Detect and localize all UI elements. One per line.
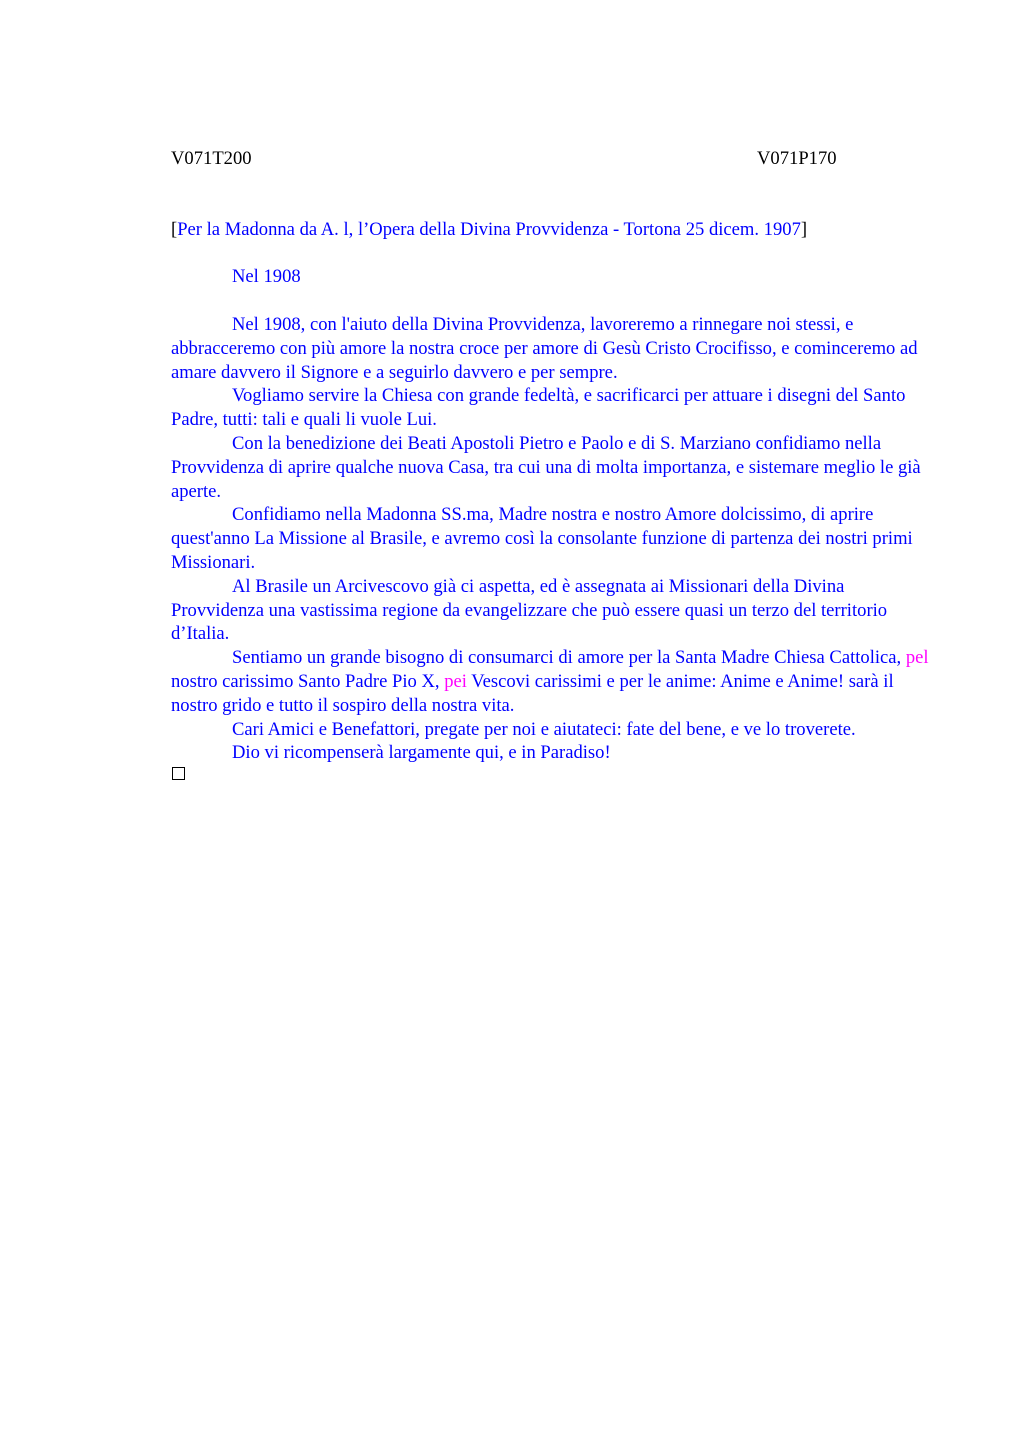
document-code-right: V071P170 — [757, 148, 837, 169]
paragraph-4: Confidiamo nella Madonna SS.ma, Madre nostra e nostro Amore dolcissimo, di aprire quest'anno La Missione al Brasile, e avremo così la consolante funzione di partenza dei nostri primi Missionari. — [171, 504, 913, 573]
paragraph-6 — [171, 646, 931, 717]
highlight-pei: pei — [444, 670, 467, 692]
closing-line-2: Dio vi ricompenserà largamente qui, e in Paradiso! — [232, 742, 611, 764]
paragraph-6-part-1: Sentiamo un grande bisogno di consumarci di amore per la Santa Madre Chiesa Cattolica, — [232, 647, 906, 669]
highlight-pel: pel — [905, 647, 929, 669]
paragraph-6-part-2: nostro carissimo Santo Padre Pio X, — [171, 670, 445, 692]
subheading: Nel 1908 — [232, 266, 301, 287]
end-box-icon — [172, 767, 185, 780]
paragraph-5: Al Brasile un Arcivescovo già ci aspetta, ed è assegnata ai Missionari della Divina Provvidenza una vastissima regione da evangelizzare che può essere quasi un terzo del territorio d’Italia. — [171, 575, 888, 645]
letter-body — [171, 313, 931, 765]
title-text: Per la Madonna da A. l, l’Opera della Divina Provvidenza - Tortona 25 dicem. 1907 — [177, 219, 801, 240]
paragraph-6-part-3: Vescovi carissimi e per le anime: Anime e Anime! sarà il nostro grido e tutto il sospiro della nostra vita. — [171, 670, 894, 716]
document-title — [171, 218, 807, 242]
document-code-left: V071T200 — [171, 148, 252, 169]
title-close-bracket: ] — [800, 219, 808, 240]
title-open-bracket: [ — [171, 219, 178, 240]
paragraph-3: Con la benedizione dei Beati Apostoli Pietro e Paolo e di S. Marziano confidiamo nella Provvidenza di aprire qualche nuova Casa, tra cui una di molta importanza, e sistemare meglio le già aperte. — [171, 432, 921, 502]
closing-line-1: Cari Amici e Benefattori, pregate per noi e aiutateci: fate del bene, e ve lo troverete. — [232, 718, 856, 740]
paragraph-1: Nel 1908, con l'aiuto della Divina Provvidenza, lavoreremo a rinnegare noi stessi, e abbracceremo con più amore la nostra croce per amore di Gesù Cristo Crocifisso, e cominceremo ad amare davvero il Signore e a seguirlo davvero e per sempre. — [171, 314, 918, 383]
paragraph-2: Vogliamo servire la Chiesa con grande fedeltà, e sacrificarci per attuare i disegni del Santo Padre, tutti: tali e quali li vuole Lui. — [171, 385, 906, 431]
